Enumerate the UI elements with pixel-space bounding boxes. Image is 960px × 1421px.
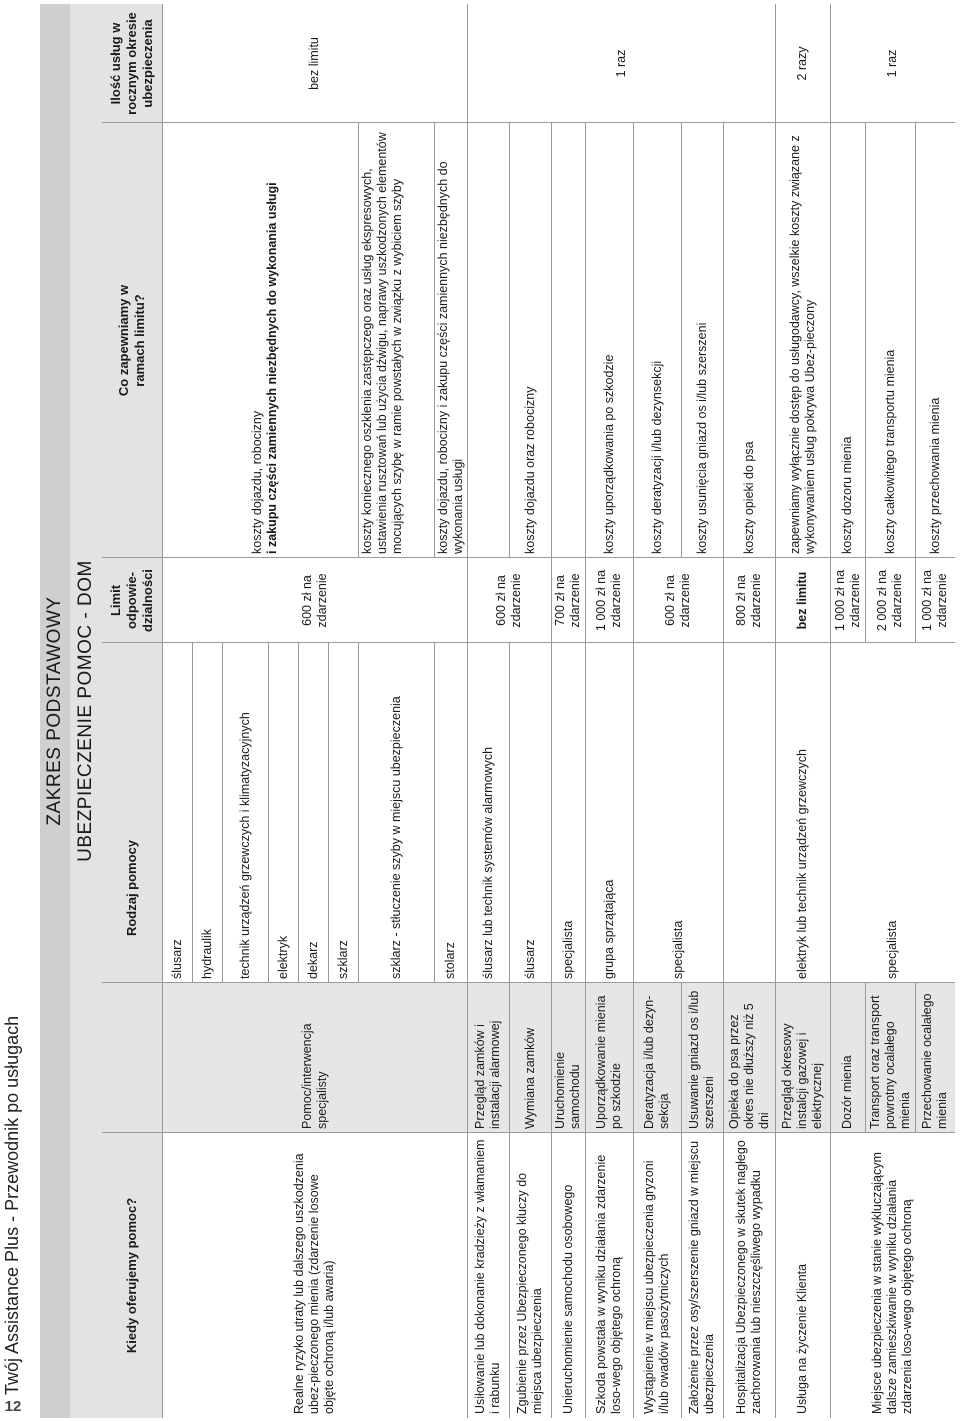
row-divider bbox=[865, 983, 866, 1133]
row-divider bbox=[358, 643, 359, 983]
r1-what-main-line1: koszty dojazdu, robocizny bbox=[250, 410, 264, 554]
running-header-text: Twój Assistance Plus - Przewodnik po usługach bbox=[2, 1015, 22, 1395]
r4-limit: 700 zł na zdarzenie bbox=[553, 573, 582, 628]
r5-help: Uporządkowanie mienia po szkodzie bbox=[585, 983, 633, 1133]
r10c-what: koszty przechowania mienia bbox=[927, 397, 942, 554]
r9-help: Przegląd okresowy instalcji gazowej i elektrycznej bbox=[775, 983, 830, 1133]
row-divider bbox=[434, 643, 435, 983]
r6-help: Deratyzacja i/lub dezyn-sekcja bbox=[633, 983, 681, 1133]
row-divider bbox=[775, 4, 776, 1418]
r10c-limit: 1 000 zł na zdarzenie bbox=[920, 569, 949, 632]
r10a-what: koszty dozoru mienia bbox=[840, 436, 854, 554]
r10a-limit: 1 000 zł na zdarzenie bbox=[832, 569, 862, 632]
row-divider bbox=[915, 123, 916, 643]
row-divider bbox=[865, 123, 866, 643]
r9-what: zapewniamy wyłącznie dostęp do usługodawcy, wszelkie koszty związane z wykonywaniem usług pokrywa Ubez-pieczony bbox=[787, 135, 817, 554]
r10-count: 1 raz bbox=[885, 49, 899, 78]
row-divider bbox=[467, 4, 468, 1418]
services-table bbox=[40, 4, 955, 1418]
r2-spec: ślusarz lub technik systemów alarmowych bbox=[480, 746, 495, 979]
r10b-help: Transport oraz transport powrotny ocalałego mienia bbox=[865, 983, 915, 1133]
r1-help: Pomoc/interwencja specjalisty bbox=[162, 983, 467, 1133]
r6-when: Wystąpienie w miejscu ubezpieczenia gryzoni i/lub owadów pasożytniczych bbox=[642, 1160, 671, 1414]
r1-spec-carpenter: stolarz bbox=[443, 942, 457, 979]
r10b-limit: 2 000 zł na zdarzenie bbox=[875, 569, 904, 632]
r4-spec: specjalista bbox=[560, 920, 575, 979]
col-divider bbox=[102, 122, 955, 123]
r10c-help: Przechowanie ocalałego mienia bbox=[915, 983, 955, 1133]
r4-when: Unieruchomienie samochodu osobowego bbox=[560, 1184, 575, 1414]
r7-what: koszty usunięcia gniazd os i/lub szerszeni bbox=[694, 322, 709, 554]
r8-limit: 800 zł na zdarzenie bbox=[734, 573, 763, 628]
header-limit: Limit odpowie-dzialności bbox=[102, 558, 162, 643]
row-divider bbox=[681, 983, 682, 1418]
r1-what-main-line2: i zakupu części zamiennych niezbędnych do wykonania usługi bbox=[265, 182, 279, 554]
row-divider bbox=[328, 643, 329, 983]
row-divider bbox=[434, 123, 435, 558]
row-divider bbox=[723, 123, 724, 1418]
col-divider bbox=[102, 1132, 955, 1133]
r67-spec: specjalista bbox=[670, 920, 685, 979]
header-help-type: Rodzaj pomocy bbox=[102, 643, 162, 1133]
row-divider bbox=[509, 643, 510, 1418]
running-header bbox=[0, 0, 24, 1421]
row-divider bbox=[268, 643, 269, 983]
r10a-help: Dozór mienia bbox=[830, 983, 865, 1133]
r5-when: Szkoda powstała w wyniku działania zdarzenie loso-wego objętego ochroną bbox=[594, 1154, 623, 1414]
r1-what-glass: koszty koniecznego oszklenia zastępczego oraz usług ekspresowych, ustawienia rusztowań lub użycia dźwigu, naprawy uszkodzonych elementów mocujących szybę w ramie powstałych w związku z wybiciem szyby bbox=[360, 132, 404, 554]
scope-banner: ZAKRES PODSTAWOWY bbox=[40, 4, 70, 1418]
row-divider bbox=[298, 643, 299, 983]
header-count: Ilość usług w rocznym okresie ubezpieczenia bbox=[102, 4, 162, 123]
row-divider bbox=[585, 123, 586, 1418]
r10b-what: koszty całkowitego transportu mienia bbox=[882, 349, 897, 554]
r8-when: Hospitalizacja Ubezpieczonego w skutek nagłego zachorowania lub nieszczęśliwego wypadku bbox=[734, 1140, 763, 1414]
r8-help: Opieka do psa przez okres nie dłuższy niż 5 dni bbox=[723, 983, 775, 1133]
r10-spec: specjalista bbox=[885, 920, 899, 979]
header-what: Co zapewniamy w ramach limitu? bbox=[102, 123, 162, 558]
row-divider bbox=[551, 123, 552, 1418]
r1-spec-locksmith: ślusarz bbox=[169, 939, 184, 979]
r3-spec: ślusarz bbox=[522, 939, 537, 979]
header-when: Kiedy oferujemy pomoc? bbox=[102, 1133, 162, 1418]
r6-what: koszty deratyzacji i/lub dezynsekcji bbox=[649, 360, 664, 554]
r10-when: Miejsce ubezpieczenia w stanie wykluczającym dalsze zamieszkiwanie w wyniku działania zdarzenia loso-wego objętego ochroną bbox=[870, 1152, 914, 1414]
r5-what: koszty uporządkowania po szkodzie bbox=[601, 354, 616, 554]
r1-what-carpenter: koszty dojazdu, robocizny i zakupu części zamiennych niezbędnych do wykonania usługi bbox=[436, 161, 465, 554]
r5-limit: 1 000 zł na zdarzenie bbox=[594, 569, 623, 632]
r1-limit: 600 zł na zdarzenie bbox=[299, 573, 329, 628]
r67-limit: 600 zł na zdarzenie bbox=[663, 573, 692, 628]
row-divider bbox=[222, 643, 223, 983]
col-divider bbox=[102, 982, 955, 983]
r9-spec: elektryk lub technik urządzeń grzewczych bbox=[795, 749, 809, 979]
mid-count: 1 raz bbox=[613, 49, 628, 78]
r9-count: 2 razy bbox=[795, 46, 809, 81]
row-divider bbox=[681, 123, 682, 558]
r1-what-main bbox=[248, 123, 338, 558]
r3-when: Zgubienie przez Ubezpieczonego kluczy do miejsca ubezpieczenia bbox=[515, 1172, 544, 1414]
r2-when: Usiłowanie lub dokonanie kradzieży z włamaniem i rabunku bbox=[473, 1139, 502, 1414]
r9-when: Usługa na życzenie Klienta bbox=[795, 1263, 809, 1414]
section-banner: UBEZPIECZENIE POMOC - DOM bbox=[70, 4, 102, 1418]
r23-limit: 600 zł na zdarzenie bbox=[494, 573, 523, 628]
r1-spec-plumber: hydraulik bbox=[199, 928, 214, 979]
r1-spec-glass-breakage: szklarz - stłuczenie szyby w miejscu ubezpieczenia bbox=[388, 696, 403, 979]
r1-spec-roofer: dekarz bbox=[305, 941, 320, 979]
row-divider bbox=[915, 983, 916, 1133]
row-divider bbox=[509, 123, 510, 558]
col-divider bbox=[102, 642, 955, 643]
row-divider bbox=[633, 123, 634, 1418]
r1-when: Realne ryzyko utraty lub dalszego uszkodzenia ubez-pieczonego mienia (zdarzenie losowe objęte ochroną i/lub awaria) bbox=[292, 1153, 336, 1414]
r1-count: bez limitu bbox=[307, 37, 321, 90]
r1-spec-heating-tech: technik urządzeń grzewczych i klimatyzacyjnych bbox=[237, 712, 252, 979]
r5-spec: grupa sprzątająca bbox=[601, 879, 616, 979]
r2-help: Przegląd zamków i instalacji alarmowej bbox=[467, 983, 509, 1133]
row-divider bbox=[358, 123, 359, 558]
r7-when: Założenie przez osy/szerszenie gniazd w miejscu ubezpieczenia bbox=[687, 1140, 716, 1414]
col-divider bbox=[102, 557, 955, 558]
r1-spec-electrician: elektryk bbox=[275, 935, 290, 979]
row-divider bbox=[192, 643, 193, 983]
page-number: 12 bbox=[4, 1398, 22, 1415]
r8-what: koszty opieki do psa bbox=[741, 441, 756, 554]
r3-what: koszty dojazdu oraz robocizny bbox=[522, 386, 537, 554]
r7-help: Usuwanie gniazd os i/lub szerszeni bbox=[681, 983, 723, 1133]
row-divider bbox=[830, 4, 831, 1418]
r1-spec-glazier: szklarz bbox=[335, 940, 350, 979]
row-divider bbox=[162, 4, 163, 1418]
r9-limit: bez limitu bbox=[795, 571, 809, 630]
r3-help: Wymiana zamków bbox=[509, 983, 551, 1133]
r4-help: Uruchomienie samochodu bbox=[551, 983, 585, 1133]
